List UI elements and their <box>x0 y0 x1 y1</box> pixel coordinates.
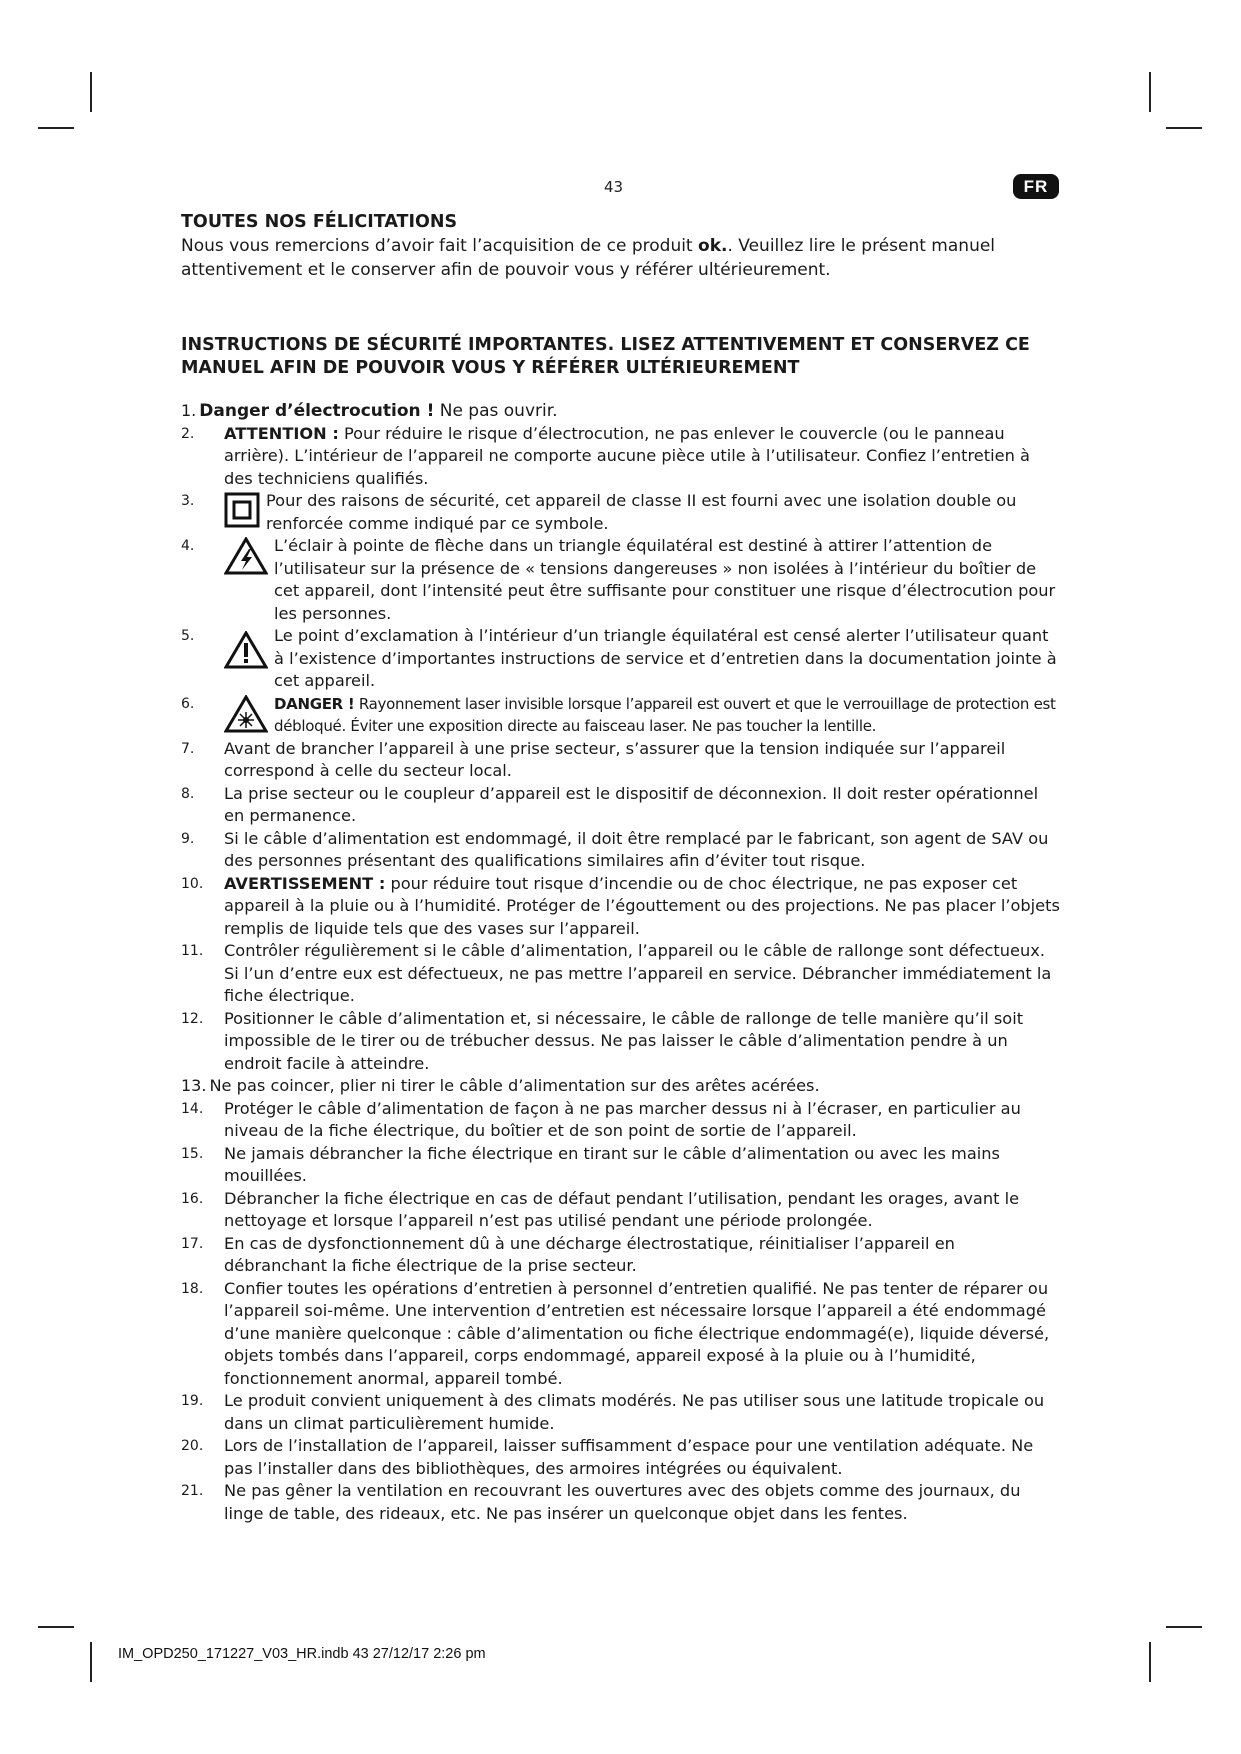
list-item: 4. L’éclair à pointe de flèche dans un triangle équilatéral est destiné à attirer l’attention de l’utilisateur sur la présence de « tensions dangereuses » non isolées à l’intérieur du boîtier de cet appareil, dont l’intensité peut être suffisante pour constituer une risque d’électrocution pour les personnes. <box>181 536 1056 623</box>
intro-text-start: Nous vous remercions d’avoir fait l’acquisition de ce produit <box>181 236 699 256</box>
class-ii-double-insulation-icon <box>224 492 260 528</box>
list-item: 17. En cas de dysfonctionnement dû à une décharge électrostatique, réinitialiser l’appareil en débranchant la fiche électrique de la prise secteur. <box>181 1233 955 1275</box>
intro-text-end: . Veuillez lire le présent manuel attentivement et le conserver afin de pouvoir vous y référer ultérieurement. <box>181 236 996 280</box>
list-item: 8. La prise secteur ou le coupleur d’appareil est le dispositif de déconnexion. Il doit rester opérationnel en permanence. <box>181 783 1039 825</box>
laser-warning-icon <box>224 695 268 733</box>
list-item: 15. Ne jamais débrancher la fiche électrique en tirant sur le câble d’alimentation ou avec les mains mouillées. <box>181 1143 1000 1185</box>
crop-mark <box>90 1642 92 1682</box>
list-item: 9. Si le câble d’alimentation est endommagé, il doit être remplacé par le fabricant, son agent de SAV ou des personnes présentant des qualifications similaires afin d’éviter tout risque. <box>181 828 1049 870</box>
congratulations-title: TOUTES NOS FÉLICITATIONS <box>181 212 458 232</box>
crop-mark <box>1149 72 1151 112</box>
list-item: 19. Le produit convient uniquement à des climats modérés. Ne pas utiliser sous une latitude tropicale ou dans un climat particulièrement humide. <box>181 1391 1045 1433</box>
list-item: 10. AVERTISSEMENT : pour réduire tout risque d’incendie ou de choc électrique, ne pas exposer cet appareil à la pluie ou à l’humidité. Protéger de l’égouttement ou des projections. Ne pas placer l’objets remplis de liquide tels que des vases sur l’appareil. <box>181 873 1060 938</box>
list-item: 2. ATTENTION : Pour réduire le risque d’électrocution, ne pas enlever le couvercle (ou le panneau arrière). L’intérieur de l’appareil ne comporte aucune pièce utile à l’utilisateur. Confiez l’entretien à des techniciens qualifiés. <box>181 423 1030 488</box>
exclamation-warning-icon <box>224 631 268 669</box>
crop-mark <box>90 72 92 112</box>
language-badge: FR <box>1013 174 1059 199</box>
page-number: 43 <box>604 178 624 196</box>
crop-mark <box>38 127 74 129</box>
crop-mark <box>1149 1642 1151 1682</box>
list-item: 12. Positionner le câble d’alimentation et, si nécessaire, le câble de rallonge de telle manière qu’il soit impossible de le tirer ou de trébucher dessus. Ne pas laisser le câble d’alimentation pendre à un endroit facile à atteindre. <box>181 1008 1024 1073</box>
safety-instructions-list <box>181 400 1061 1525</box>
list-item: 13. Ne pas coincer, plier ni tirer le câble d’alimentation sur des arêtes acérées. <box>181 1076 820 1095</box>
crop-mark <box>1166 1626 1202 1628</box>
brand-name: ok. <box>698 236 728 256</box>
list-item: 14. Protéger le câble d’alimentation de façon à ne pas marcher dessus ni à l’écraser, en particulier au niveau de la fiche électrique, du boîtier et de son point de sortie de l’appareil. <box>181 1098 1021 1140</box>
list-item: 6. DANGER ! Rayonnement laser invisible lorsque l’appareil est ouvert et que le verrouillage de protection est débloqué. Éviter une exposition directe au faisceau laser. Ne pas toucher la lentille. <box>181 694 1056 735</box>
list-item: 20. Lors de l’installation de l’appareil, laisser suffisamment d’espace pour une ventilation adéquate. Ne pas l’installer dans des bibliothèques, des armoires intégrées ou équivalent. <box>181 1436 1034 1478</box>
print-info-footer: IM_OPD250_171227_V03_HR.indb 43 27/12/17 2:26 pm <box>118 1646 486 1662</box>
intro-paragraph <box>181 234 1051 282</box>
safety-title: INSTRUCTIONS DE SÉCURITÉ IMPORTANTES. LISEZ ATTENTIVEMENT ET CONSERVEZ CE MANUEL AFIN DE POUVOIR VOUS Y RÉFÉRER ULTÉRIEUREMENT <box>181 335 1030 378</box>
list-item: 1. Danger d’électrocution ! Ne pas ouvrir. <box>181 401 558 421</box>
list-item: 5. Le point d’exclamation à l’intérieur d’un triangle équilatéral est censé alerter l’utilisateur quant à l’existence d’importantes instructions de service et d’entretien dans la documentation jointe à cet appareil. <box>181 626 1057 690</box>
crop-mark <box>38 1626 74 1628</box>
list-item: 16. Débrancher la fiche électrique en cas de défaut pendant l’utilisation, pendant les orages, avant le nettoyage et lorsque l’appareil n’est pas utilisé pendant une période prolongée. <box>181 1188 1020 1230</box>
list-item: 11. Contrôler régulièrement si le câble d’alimentation, l’appareil ou le câble de rallonge sont défectueux. Si l’un d’entre eux est défectueux, ne pas mettre l’appareil en service. Débrancher immédiatement la fiche électrique. <box>181 941 1052 1005</box>
list-item: 18. Confier toutes les opérations d’entretien à personnel d’entretien qualifié. Ne pas tenter de réparer ou l’appareil soi-même. Une intervention d’entretien est nécessaire lorsque l’appareil a été endommagé d’une manière quelconque : câble d’alimentation ou fiche électrique endommagé(e), liquide déversé, objets tombés dans l’appareil, corps endommagé, appareil exposé à la pluie ou à l’humidité, fonctionnement anormal, appareil tombé. <box>181 1278 1050 1388</box>
crop-mark <box>1166 127 1202 129</box>
list-item: 7. Avant de brancher l’appareil à une prise secteur, s’assurer que la tension indiquée sur l’appareil correspond à celle du secteur local. <box>181 738 1006 780</box>
list-item: 3. Pour des raisons de sécurité, cet appareil de classe II est fourni avec une isolation double ou renforcée comme indiqué par ce symbole. <box>181 491 1017 533</box>
list-item: 21. Ne pas gêner la ventilation en recouvrant les ouvertures avec des objets comme des journaux, du linge de table, des rideaux, etc. Ne pas insérer un quelconque objet dans les fentes. <box>181 1481 1021 1523</box>
lightning-warning-icon <box>224 537 268 575</box>
